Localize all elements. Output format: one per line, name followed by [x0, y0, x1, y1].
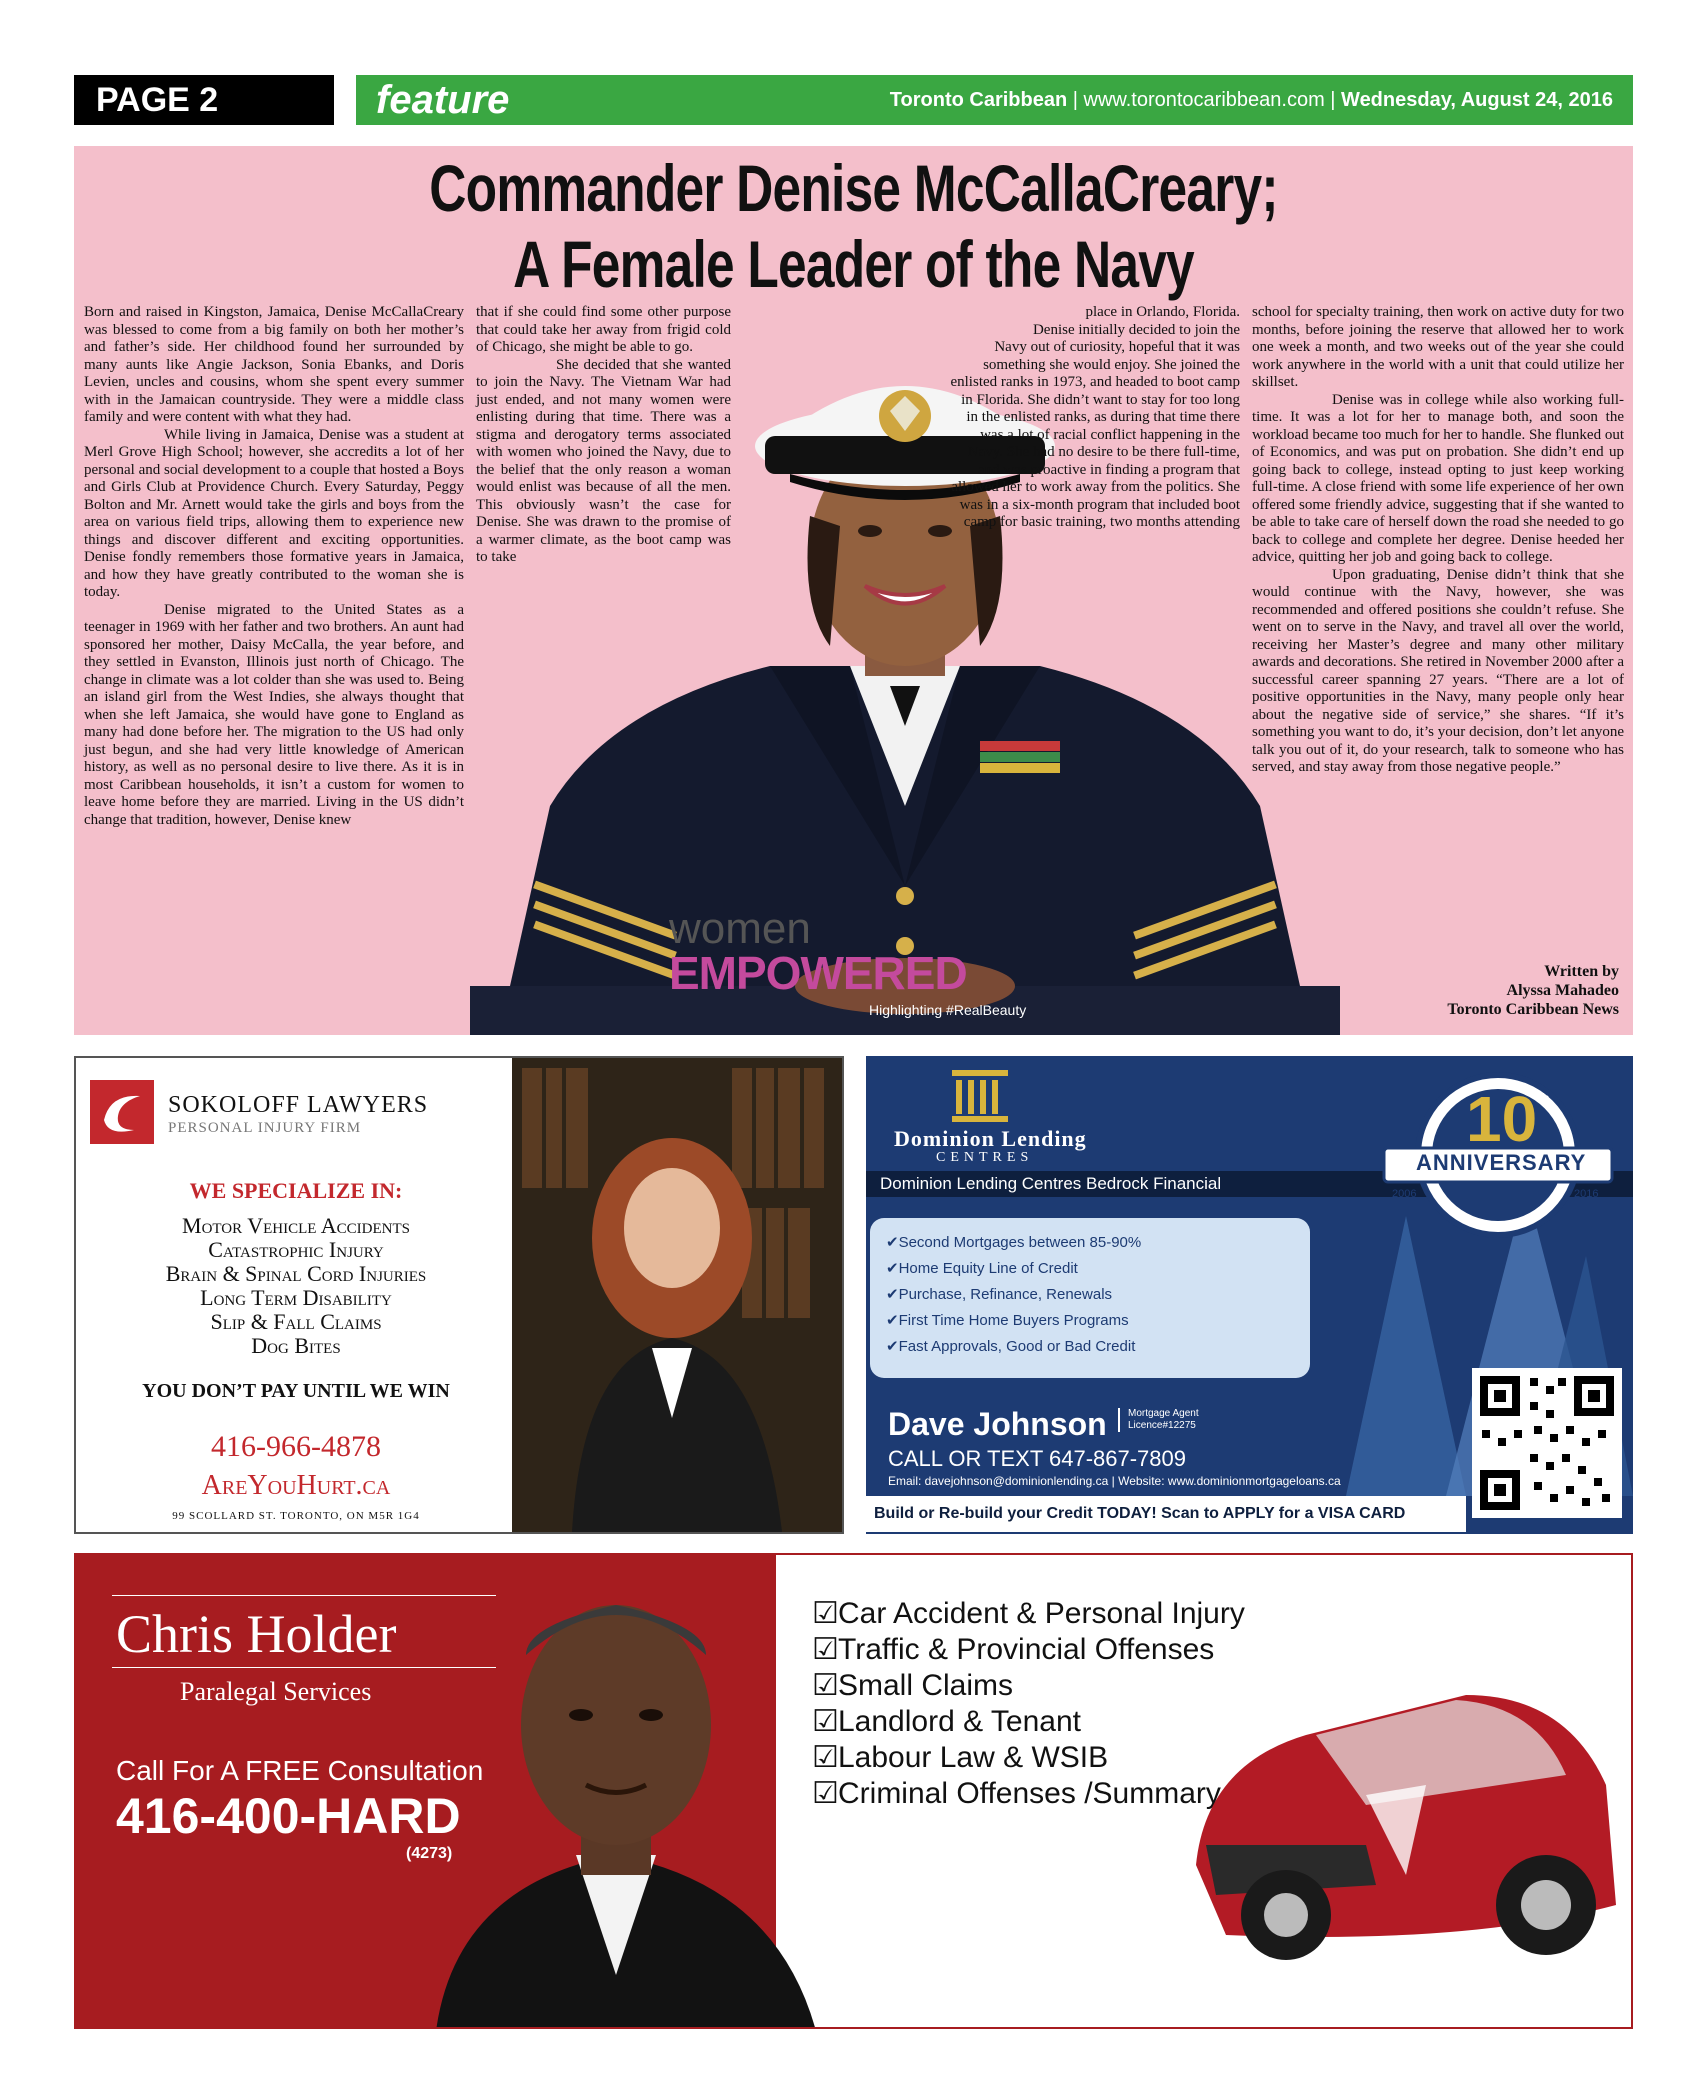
sokoloff-phone[interactable]: 416-966-4878: [211, 1430, 381, 1463]
paragraph: Born and raised in Kingston, Jamaica, Denise McCallaCreary was blessed to come from a big family on both her mother’s and father’s side. Her childhood found her surrounded by many aunts like Angie Jackson, Sonia Ebanks, and Doris Levien, uncles and cousins, whom she spent every summer with in the Jamaican countryside. They were a middle class family and were content with what they had.: [84, 304, 464, 425]
qr-code-icon[interactable]: [1472, 1368, 1622, 1518]
sokoloff-logo-icon: [90, 1080, 154, 1144]
service-item: ☑ Landlord & Tenant: [812, 1705, 1081, 1738]
section-title: feature: [376, 78, 510, 122]
women-empowered-tagline: Highlighting #RealBeauty: [869, 1002, 1027, 1018]
service-item: ✔Second Mortgages between 85-90%: [886, 1234, 1142, 1251]
badge-from: 2006: [1392, 1188, 1417, 1200]
firm-name: SOKOLOFF LAWYERS: [168, 1092, 429, 1118]
article-title-line1: Commander Denise McCallaCreary;: [429, 151, 1278, 225]
dominion-lending-ad[interactable]: [866, 1056, 1633, 1534]
firm-subtitle: PERSONAL INJURY FIRM: [168, 1120, 362, 1136]
checkmark-icon: ✔: [886, 1234, 899, 1251]
pillars-logo-icon: [952, 1070, 1008, 1122]
agent-credentials: [1118, 1408, 1199, 1432]
badge-text: ANNIVERSARY: [1416, 1150, 1587, 1175]
agent-name: Dave Johnson: [888, 1406, 1107, 1442]
article-column-1: [84, 304, 464, 829]
issue-date: Wednesday, August 24, 2016: [1341, 89, 1613, 111]
sokoloff-lawyers-ad[interactable]: [74, 1056, 844, 1534]
page-number: PAGE 2: [74, 75, 334, 125]
service-item: ☑ Car Accident & Personal Injury: [812, 1597, 1245, 1630]
checkmark-icon: ✔: [886, 1312, 899, 1329]
credit-cta: Build or Re-build your Credit TODAY! Scan to APPLY for a VISA CARD: [866, 1496, 1466, 1532]
checkbox-icon: ☑: [812, 1777, 839, 1810]
specialties-list: [106, 1178, 486, 1358]
women-empowered-logo-top: women: [669, 904, 811, 953]
dominion-logo-title: Dominion Lending: [894, 1126, 1087, 1151]
specialties-heading: WE SPECIALIZE IN:: [189, 1178, 403, 1203]
byline-outlet: Toronto Caribbean News: [1447, 1001, 1619, 1018]
checkbox-icon: ☑: [812, 1741, 839, 1774]
service-item: ✔Home Equity Line of Credit: [886, 1260, 1078, 1277]
women-empowered-logo: EMPOWERED: [669, 947, 967, 999]
holder-phone-digits: (4273): [406, 1845, 453, 1862]
specialty-item: Dog Bites: [251, 1333, 341, 1358]
byline-label: Written by: [1544, 963, 1619, 980]
checkmark-icon: ✔: [886, 1286, 899, 1303]
wrecked-car-image: [1166, 1615, 1626, 2005]
masthead-meta: Toronto Caribbean | www.torontocaribbean.com | Wednesday, August 24, 2016: [889, 89, 1613, 111]
checkbox-icon: ☑: [812, 1705, 839, 1738]
holder-name: Chris Holder: [116, 1604, 397, 1664]
lawyer-photo: [512, 1058, 844, 1532]
anniversary-badge: [1378, 1070, 1618, 1240]
checkbox-icon: ☑: [812, 1597, 839, 1630]
checkbox-icon: ☑: [812, 1633, 839, 1666]
holder-phone[interactable]: 416-400-HARD: [116, 1788, 461, 1844]
paper-name: Toronto Caribbean: [889, 89, 1068, 111]
holder-photo: [416, 1555, 816, 2029]
service-item: ✔Purchase, Refinance, Renewals: [886, 1286, 1113, 1303]
dominion-logo-subtitle: CENTRES: [936, 1150, 1034, 1165]
byline: [1447, 962, 1619, 1019]
holder-subtitle: Paralegal Services: [180, 1677, 372, 1706]
sokoloff-address: 99 SCOLLARD ST. TORONTO, ON M5R 1G4: [172, 1510, 420, 1522]
article-title: [245, 150, 1461, 302]
service-item: ✔First Time Home Buyers Programs: [886, 1312, 1129, 1329]
checkmark-icon: ✔: [886, 1338, 899, 1355]
agent-phone[interactable]: CALL OR TEXT 647-867-7809: [888, 1446, 1186, 1471]
section-bar: [356, 75, 1633, 125]
service-item: ☑ Labour Law & WSIB: [812, 1741, 1109, 1774]
badge-number: 10: [1466, 1083, 1538, 1155]
services-list: [870, 1218, 1310, 1378]
agent-licence: Licence#12275: [1128, 1420, 1196, 1431]
paragraph: school for specialty training, then work on active duty for two months, before joining the reserve that allowed her to work one week a month, and two weeks out of the year she could work anywhere in the world with a unit that could utilize her skillset.: [1252, 304, 1624, 390]
paragraph: Denise initially decided to join the Navy out of curiosity, hopeful that it was something she would enjoy. She joined the enlisted ranks in 1973, and headed to boot camp in Florida. She didn’t want to stay for too long in the enlisted ranks, as during that time there was a lot of racial conflict happening in the Navy. She had no desire to be there full-time, and was proactive in finding a program that allowed her to work away from the politics. She was in a six-month program that included boot camp for basic training, two months attending: [950, 321, 1240, 530]
chris-holder-ad[interactable]: [74, 1553, 1633, 2029]
checkbox-icon: ☑: [812, 1669, 839, 1702]
paragraph: place in Orlando, Florida.: [1085, 304, 1240, 320]
agent-title: Mortgage Agent: [1128, 1408, 1199, 1419]
paragraph: She decided that she wanted to join the Navy. The Vietnam War had just ended, and not many women were enlisting during that time. There was a stigma and derogatory terms associated with women who joined the Navy, due to the belief that the only reason a woman would enlist was because of all the men. This obviously wasn’t the case for Denise. She was drawn to the promise of a warmer climate, as the boot camp was to take: [476, 356, 731, 565]
checkmark-icon: ✔: [886, 1260, 899, 1277]
article-column-4: [1252, 304, 1624, 777]
paragraph: Denise migrated to the United States as a teenager in 1969 with her father and two brothers. An aunt had sponsored her mother, Daisy McCalla, the year before, and they settled in Evanston, Illinois just north of Chicago. The change in climate was a lot colder than she was used to. Being an island girl from the West Indies, she always thought that when she left Jamaica, she would have gone to England as many had done before her. The migration to the US had only just begun, and she had very little knowledge of American history, as well as no personal desire to live there. As it is in most Caribbean households, it isn’t a custom for women to leave home before they are married. Living in the US didn’t change that tradition, however, Denise knew: [84, 601, 464, 828]
service-item: ☑ Criminal Offenses /Summary: [812, 1777, 1221, 1810]
article-column-2: [476, 304, 731, 567]
sokoloff-website[interactable]: AreYouHurt.ca: [201, 1470, 391, 1501]
agent-contact[interactable]: Email: davejohnson@dominionlending.ca | Website: www.dominionmortgageloans.ca: [888, 1474, 1341, 1488]
specialty-item: Brain & Spinal Cord Injuries: [165, 1261, 427, 1286]
pay-guarantee: YOU DON’T PAY UNTIL WE WIN: [142, 1380, 450, 1402]
dominion-branch-band: Dominion Lending Centres Bedrock Financial: [866, 1171, 1633, 1197]
paragraph: Upon graduating, Denise didn’t think that she would continue with the Navy, however, she was recommended and offered positions she couldn’t refuse. She went on to serve in the Navy, and travel all over the world, receiving her Master’s degree and many other military awards and decorations. She retired in November 2000 after a successful career spanning 27 years. “There are a lot of positive opportunities in the Navy, many people only hear about the negative side of service,” she shares. “If it’s something you want to do, it’s your decision, don’t let anyone talk you out of it, do your research, talk to someone who has served, and stay away from those negative people.”: [1252, 566, 1624, 775]
badge-to: 2016: [1574, 1188, 1599, 1200]
paragraph: that if she could find some other purpose that could take her away from frigid cold of Chicago, she might be able to go.: [476, 304, 731, 355]
service-item: ☑ Traffic & Provincial Offenses: [812, 1633, 1215, 1666]
byline-author: Alyssa Mahadeo: [1506, 982, 1619, 999]
badge-suffix: th: [1538, 1090, 1550, 1106]
article-column-3: [950, 304, 1240, 532]
specialty-item: Slip & Fall Claims: [210, 1309, 382, 1334]
feature-article: [74, 146, 1633, 1035]
service-item: ☑ Small Claims: [812, 1669, 1014, 1702]
consultation-cta: Call For A FREE Consultation: [116, 1755, 484, 1786]
paragraph: While living in Jamaica, Denise was a student at Merl Grove High School; however, she accredits a lot of her personal and social development to a couple that hosted a Boys and Girls Club at Providence Church. Every Saturday, Peggy Bolton and Mr. Arnett would take the girls and boys from the area on various field trips, allowing them to experience new things and discover different and exciting opportunities. Denise fondly remembers those formative years in Jamaica, and how they have greatly contributed to the woman she is today.: [84, 426, 464, 600]
article-title-line2: A Female Leader of the Navy: [513, 227, 1194, 301]
paragraph: Denise was in college while also working full-time. It was a lot for her to manage both, and soon the workload became too much for her to handle. She flunked out of Economics, and was put on probation. She didn’t end up going back to college, instead opting to just keep working full-time. A close friend with some life experience of her own offered some friendly advice, suggesting that if she wanted to be able to take care of herself down the road she needed to go back to college and complete her degree. Denise heeded her advice, quitting her job and going back to college.: [1252, 391, 1624, 565]
specialty-item: Motor Vehicle Accidents: [182, 1213, 410, 1238]
specialty-item: Long Term Disability: [200, 1285, 392, 1310]
paper-website[interactable]: www.torontocaribbean.com: [1083, 89, 1325, 111]
service-item: ✔Fast Approvals, Good or Bad Credit: [886, 1338, 1136, 1355]
specialty-item: Catastrophic Injury: [208, 1237, 384, 1262]
